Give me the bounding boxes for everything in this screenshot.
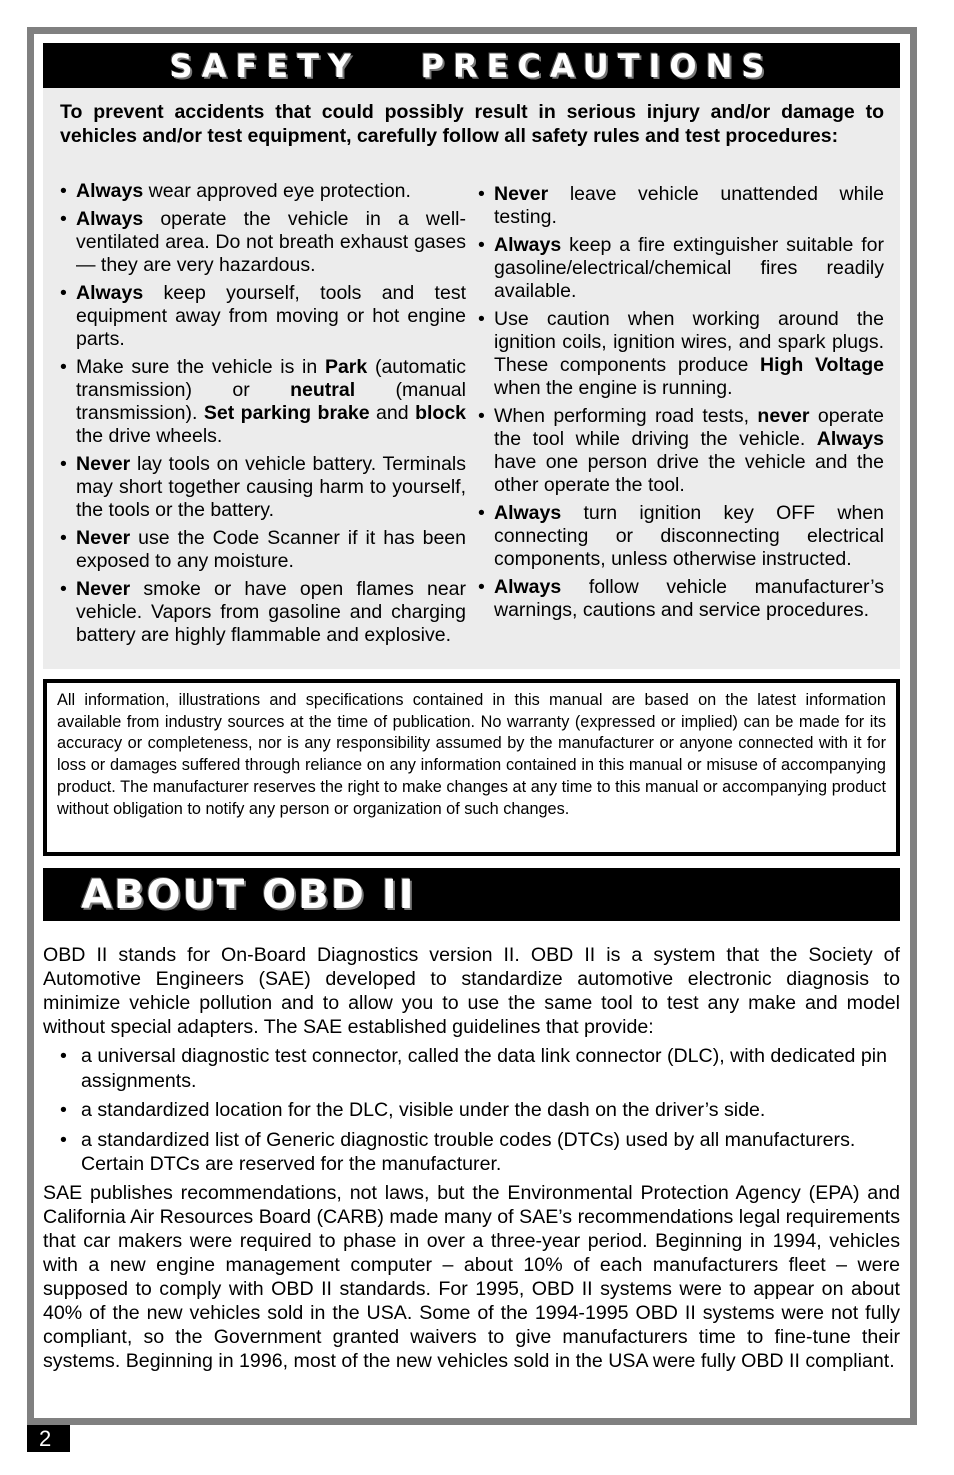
item-text: leave vehicle unattended while testing.	[494, 183, 884, 228]
list-item	[58, 527, 466, 573]
item-text: lay tools on vehicle battery. Terminals may short together causing harm to yourself, the tools or the battery.	[76, 453, 466, 521]
list-item	[58, 356, 466, 448]
list-item	[476, 183, 884, 229]
emphasis: Always	[76, 208, 144, 230]
emphasis: High Voltage	[759, 354, 884, 376]
item-text: when the engine is running.	[494, 377, 733, 399]
obd-guidelines-list	[60, 1044, 890, 1182]
item-text: follow vehicle manufacturer’s warnings, cautions and service procedures.	[494, 576, 884, 621]
disclaimer-box: All information, illustrations and specifications contained in this manual are based on the latest information available from industry sources at the time of publication. No warranty (expressed or implied) can be made for its accuracy or completeness, nor is any responsibility assumed by the manufacturer or anyone connected with it for loss or damages suffered through reliance on any information contained in this manual or misuse of accompanying product. The manufacturer reserves the right to make changes at any time to this manual or accompanying product without obligation to notify any person or organization of such changes.	[43, 679, 900, 856]
list-item	[58, 578, 466, 647]
list-item	[58, 180, 466, 203]
item-text: Use caution when working around the ignition coils, ignition wires, and spark plugs. These components produce	[494, 308, 884, 376]
list-item: • a standardized location for the DLC, visible under the dash on the driver’s side.	[60, 1098, 890, 1123]
emphasis: block	[415, 402, 467, 424]
emphasis: Never	[76, 453, 131, 475]
emphasis: neutral	[290, 379, 356, 401]
item-text: Make sure the vehicle is in	[76, 356, 325, 378]
emphasis: Never	[494, 183, 549, 205]
safety-list-right	[476, 183, 884, 627]
list-item	[58, 208, 466, 277]
item-text: (manual transmission).	[76, 379, 466, 424]
emphasis: Always	[76, 282, 144, 304]
item-text: operate the tool while driving the vehicle.	[494, 405, 884, 450]
item-text: (automatic transmission) or	[76, 356, 466, 401]
list-item: • a universal diagnostic test connector, called the data link connector (DLC), with dedicated pin assignments.	[60, 1044, 890, 1093]
emphasis: Set parking brake	[203, 402, 370, 424]
emphasis: never	[757, 405, 810, 427]
list-item	[476, 234, 884, 303]
emphasis: Always	[76, 180, 144, 202]
obd-history-paragraph: SAE publishes recommendations, not laws, but the Environmental Protection Agency (EPA) and California Air Resources Board (CARB) made many of SAE’s recommendations legal requirements that car makers were required to phase in over a three-year period. Beginning in 1994, vehicles with a new engine management computer – about 10% of each manufacturers fleet – were supposed to comply with OBD II standards. For 1995, OBD II systems were to appear on about 40% of the new vehicles sold in the USA. Some of the 1994-1995 OBD II systems were not fully compliant, so the Government granted waivers to give manufacturers time to fine-tune their systems. Beginning in 1996, most of the new vehicles sold in the USA were fully OBD II compliant.	[43, 1182, 900, 1372]
obd-intro-paragraph: OBD II stands for On-Board Diagnostics version II. OBD II is a system that the Society of Automotive Engineers (SAE) developed to standardize automotive electronic diagnosis to minimize vehicle pollution and to allow you to use the same tool to test any make and model without special adapters. The SAE established guidelines that provide:	[43, 944, 900, 1038]
list-item	[476, 576, 884, 622]
emphasis: Always	[494, 502, 562, 524]
item-text: use the Code Scanner if it has been exposed to any moisture.	[76, 527, 466, 572]
page-number: 2	[27, 1425, 70, 1452]
emphasis: Never	[76, 578, 131, 600]
emphasis: Always	[494, 234, 562, 256]
item-text: the drive wheels.	[76, 425, 223, 447]
list-item	[476, 502, 884, 571]
emphasis: Always	[816, 428, 884, 450]
safety-precautions-title: SAFETY PRECAUTIONS	[169, 46, 774, 85]
safety-intro: To prevent accidents that could possibly result in serious injury and/or damage to vehicles and/or test equipment, carefully follow all safety rules and test procedures:	[60, 101, 884, 147]
item-text: and	[369, 402, 416, 424]
item-text: have one person drive the vehicle and the other operate the tool.	[494, 451, 884, 496]
item-text: operate the vehicle in a well-ventilated area. Do not breath exhaust gases — they are very hazardous.	[76, 208, 466, 276]
list-item	[476, 405, 884, 497]
item-text: keep yourself, tools and test equipment away from moving or hot engine parts.	[76, 282, 466, 350]
item-text: turn ignition key OFF when connecting or disconnecting electrical components, unless otherwise instructed.	[494, 502, 884, 570]
about-obd-title: ABOUT OBD II	[81, 871, 416, 918]
list-item	[476, 308, 884, 400]
emphasis: Never	[76, 527, 131, 549]
safety-list-left	[58, 180, 466, 652]
item-text: keep a fire extinguisher suitable for gasoline/electrical/chemical fires readily available.	[494, 234, 884, 302]
about-obd-banner	[43, 868, 900, 921]
safety-precautions-banner	[43, 43, 900, 88]
emphasis: Always	[494, 576, 562, 598]
list-item	[58, 282, 466, 351]
list-item	[58, 453, 466, 522]
item-text: wear approved eye protection.	[143, 180, 411, 202]
emphasis: Park	[324, 356, 368, 378]
list-item: • a standardized list of Generic diagnostic trouble codes (DTCs) used by all manufacturers. Certain DTCs are reserved for the manufacturer.	[60, 1128, 890, 1177]
item-text: smoke or have open flames near vehicle. Vapors from gasoline and charging battery are highly flammable and explosive.	[76, 578, 466, 646]
item-text: When performing road tests,	[494, 405, 758, 427]
